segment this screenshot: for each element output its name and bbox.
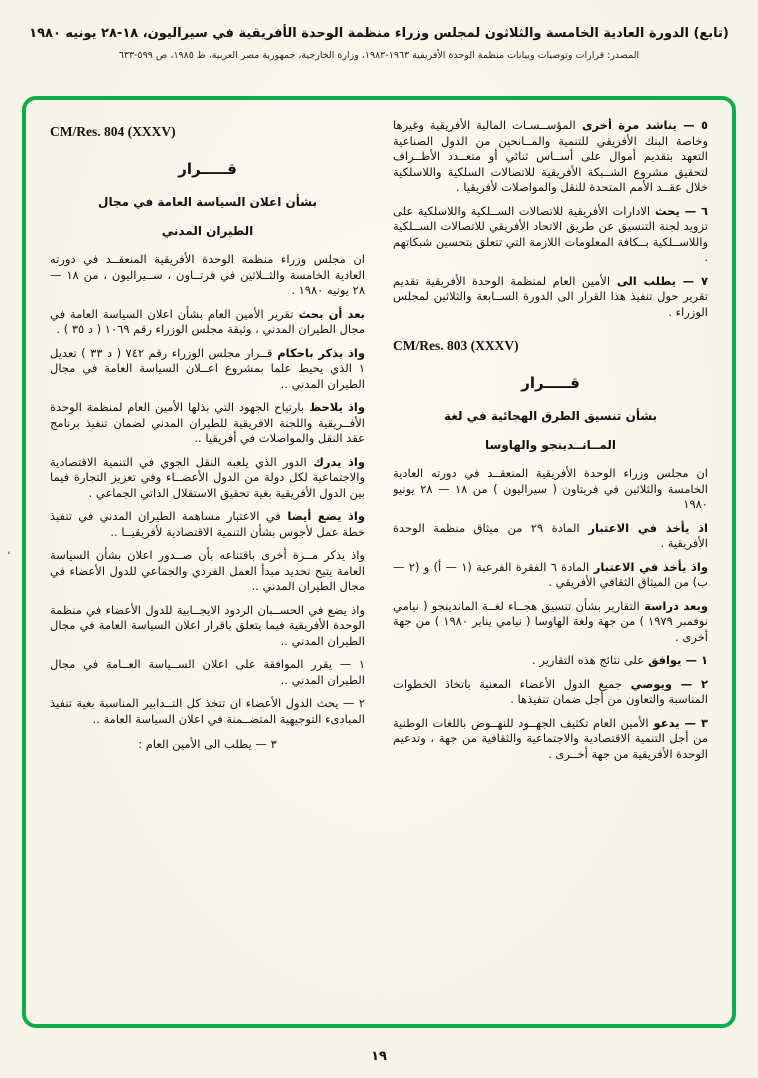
- paragraph: ١ — يقرر الموافقة على اعلان الســياسة العــامة في مجال الطيران المدني ..: [50, 657, 365, 687]
- paragraph: ٧ — يطلب الى الأمين العام لمنظمة الوحدة الأفريقية تقديم تقرير حول تنفيذ هذا القرار الى الدورة الســابعة والثلاثين لمجلس الوزراء .: [393, 273, 708, 319]
- resolution-title: قـــــرار: [521, 374, 580, 392]
- resolution-ref: CM/Res. 803 (XXXV): [393, 338, 519, 353]
- resolution-title: قـــــرار: [178, 160, 237, 178]
- paragraph: ٢ — ويوصي جميع الدول الأعضاء المعنية باتخاذ الخطوات المناسبة والتعاون من أجل ضمان تنفيذها .: [393, 676, 708, 706]
- paragraph: ٣ — يدعو الأمين العام تكثيف الجهــود للنهــوض باللغات الوطنية من أجل التنمية الاقتصادية والاجتماعية والثقافية من جهة ، وتدعيم الوحدة الأفريقية من جهة أخــرى .: [393, 715, 708, 761]
- paragraph-lead: اذ يأخذ في الاعتبار: [579, 520, 708, 535]
- paragraph-lead: واذ يأخذ في الاعتبار: [589, 559, 708, 574]
- column-left: [50, 118, 365, 1010]
- paragraph: واذ يضع في الحســبان الردود الايجــابية للدول الأعضاء في منظمة الوحدة الأفريقية فيما يتعلق باقرار اعلان السياسة العامة في مجال الطيران المدني ..: [50, 602, 365, 648]
- page-number: ١٩: [371, 1049, 387, 1064]
- paragraph: واذ يلاحظ بارتياح الجهود التي بذلها الأمين العام لمنظمة الوحدة الأفــريقية واللجنة الافريقية للطيران المدني لضمان تنفيذ برنامج عقد النقل والمواصلات في أفريقيا ..: [50, 400, 365, 445]
- paragraph: ٥ — يناشد مرة أخرى المؤســسـات المالية الأفريقية وغيرها وخاصة البنك الأفريقي للتنمية والمــانحين من الدول الصناعية التعهد بتقديم أموال على أســاس ثنائي أو متعــدد الأطــراف لتحقيق مشروع الشــبكة الأفريقية للاتصالات السلكية واللاسلكية خلال عقــد الأمم المتحدة للنقل والمواصلات لأفريقيا .: [393, 118, 708, 194]
- paragraph: واذ يذكر باحكام قــرار مجلس الوزراء رقم ٧٤٢ ( د ٣٣ ) تعديل ١ الذي يحيط علما بمشروع اعــلان السياسة العامة في مجال الطيران المدني ..: [50, 345, 365, 391]
- paragraph: ان مجلس وزراء منظمة الوحدة الأفريقية المنعقــد في دورته العادية الخامسة والثــلاثين في فرتــاون ، ســيراليون ، من ١٨ — ٢٨ يونيه ١٩٨٠ .: [50, 252, 365, 297]
- columns: [50, 118, 708, 1010]
- paragraph: واذ يضع أيضا في الاعتبار مساهمة الطيران المدني في تنفيذ خطة عمل لأجوس بشأن التنمية الاقتصادية لأفريقيــا ..: [50, 509, 365, 539]
- paragraph-lead: ٣ — يدعو: [648, 715, 708, 730]
- content-frame: [22, 96, 736, 1028]
- page-header: [0, 0, 758, 61]
- resolution-subtitle: بشأن اعلان السياسة العامة في مجال: [98, 195, 317, 209]
- paragraph: بعد أن بحث تقرير الأمين العام بشأن اعلان السياسة العامة في مجال الطيران المدني ، وثيقة مجلس الوزراء رقم ١٠٦٩ ( د ٣٥ ) .: [50, 306, 365, 336]
- paragraph-lead: ٥ — يناشد مرة أخرى: [575, 118, 708, 132]
- source-note: المصدر: قرارات وتوصيات وبيانات منظمة الوحدة الأفريقية ١٩٦٣-١٩٨٣، وزارة الخارجية، جمهورية مصر العربية، ط ١٩٨٥، ص ٥٩٩-٦٣٣: [118, 50, 640, 61]
- paragraph-lead: واذ يذكر باحكام: [272, 345, 365, 360]
- closing-clause: ٣ — يطلب الى الأمين العام :: [138, 737, 277, 751]
- paragraph-lead: ٦ — يحث: [650, 203, 708, 218]
- paragraph: ١ — يوافق على نتائج هذه التقارير .: [532, 653, 708, 667]
- paragraph: ٢ — يحث الدول الأعضاء ان تتخذ كل التــدابير المناسبة بغية تنفيذ المبادىء التوجيهية المتضــمنة في اعلان السياسة العامة ..: [50, 696, 365, 726]
- resolution-subtitle: المــانــدينجو والهاوسا: [484, 438, 617, 452]
- paragraph-lead: ٧ — يطلب الى: [610, 273, 708, 288]
- paragraph: وبعد دراسة التقارير بشأن تنسيق هجــاء لغــة الماندينجو ( نيامي نوفمبر ١٩٧٩ ) من جهة ولغة الهاوسا ( نيامي يناير ١٩٨٠ ) من جهة أخرى .: [393, 598, 708, 644]
- session-header: (تابع) الدورة العادية الخامسة والثلاثون لمجلس وزراء منظمة الوحدة الأفريقية في سيراليون، ١٨-٢٨ يونيه ١٩٨٠: [29, 26, 729, 41]
- paragraph: واذ يدرك الدور الذي يلعبه النقل الجوي في التنمية الاقتصادية والاجتماعية لكل دولة من الدول الأعضــاء وفي تعزيز التجارة فيما بين الدول الأفريقية بغية تحقيق الاستقلال الذاتي الجماعي .: [50, 454, 365, 500]
- paragraph: واذ يأخذ في الاعتبار المادة ٦ الفقرة الفرعية (١ — أ) و (٢ — ب) من الميثاق الثقافي الأفريقي .: [393, 559, 708, 589]
- resolution-ref: CM/Res. 804 (XXXV): [50, 124, 176, 139]
- paragraph: اذ يأخذ في الاعتبار المادة ٢٩ من ميثاق منظمة الوحدة الأفريقية .: [393, 520, 708, 550]
- paragraph-lead: واذ يلاحظ: [304, 400, 365, 414]
- paragraph: ٦ — يحث الادارات الأفريقية للاتصالات الســلكية واللاسلكية على تزويد لجنة التنسيق عن طريق الاتحاد الأفريقي للاتصالات الســلكية واللاســلكية بــكافة المعلومات اللازمة التي تتعلق بتحسين شبكاتهم .: [393, 203, 708, 264]
- scan-artifact-mark: ،: [7, 544, 11, 557]
- column-right: [393, 118, 708, 1010]
- paragraph-lead: وبعد دراسة: [639, 598, 708, 613]
- paragraph-lead: واذ يدرك: [306, 454, 365, 469]
- resolution-subtitle: الطيران المدني: [161, 224, 254, 238]
- resolution-subtitle: بشأن تنسيق الطرق الهجائية في لغة: [443, 409, 658, 423]
- paragraph-lead: واذ يضع أيضا: [280, 509, 365, 523]
- paragraph-lead: ٢ — ويوصي: [621, 676, 708, 691]
- paragraph: ان مجلس وزراء الوحدة الأفريقية المنعقــد في دورته العادية الخامسة والثلاثين في فريتاون ( سيراليون ) من ١٨ — ٢٨ يونيو ١٩٨٠: [393, 466, 708, 511]
- paragraph-lead: بعد أن بحث: [293, 306, 365, 321]
- paragraph: واذ يذكر مــرة أخرى باقتناعه بأن صــدور اعلان بشأن السياسة العامة يتيح تحديد مبدأ العمل الفردي والجماعي للدول الأعضاء في مجال الطيران المدني ..: [50, 548, 365, 593]
- paragraph-lead: ١ — يوافق: [644, 653, 708, 667]
